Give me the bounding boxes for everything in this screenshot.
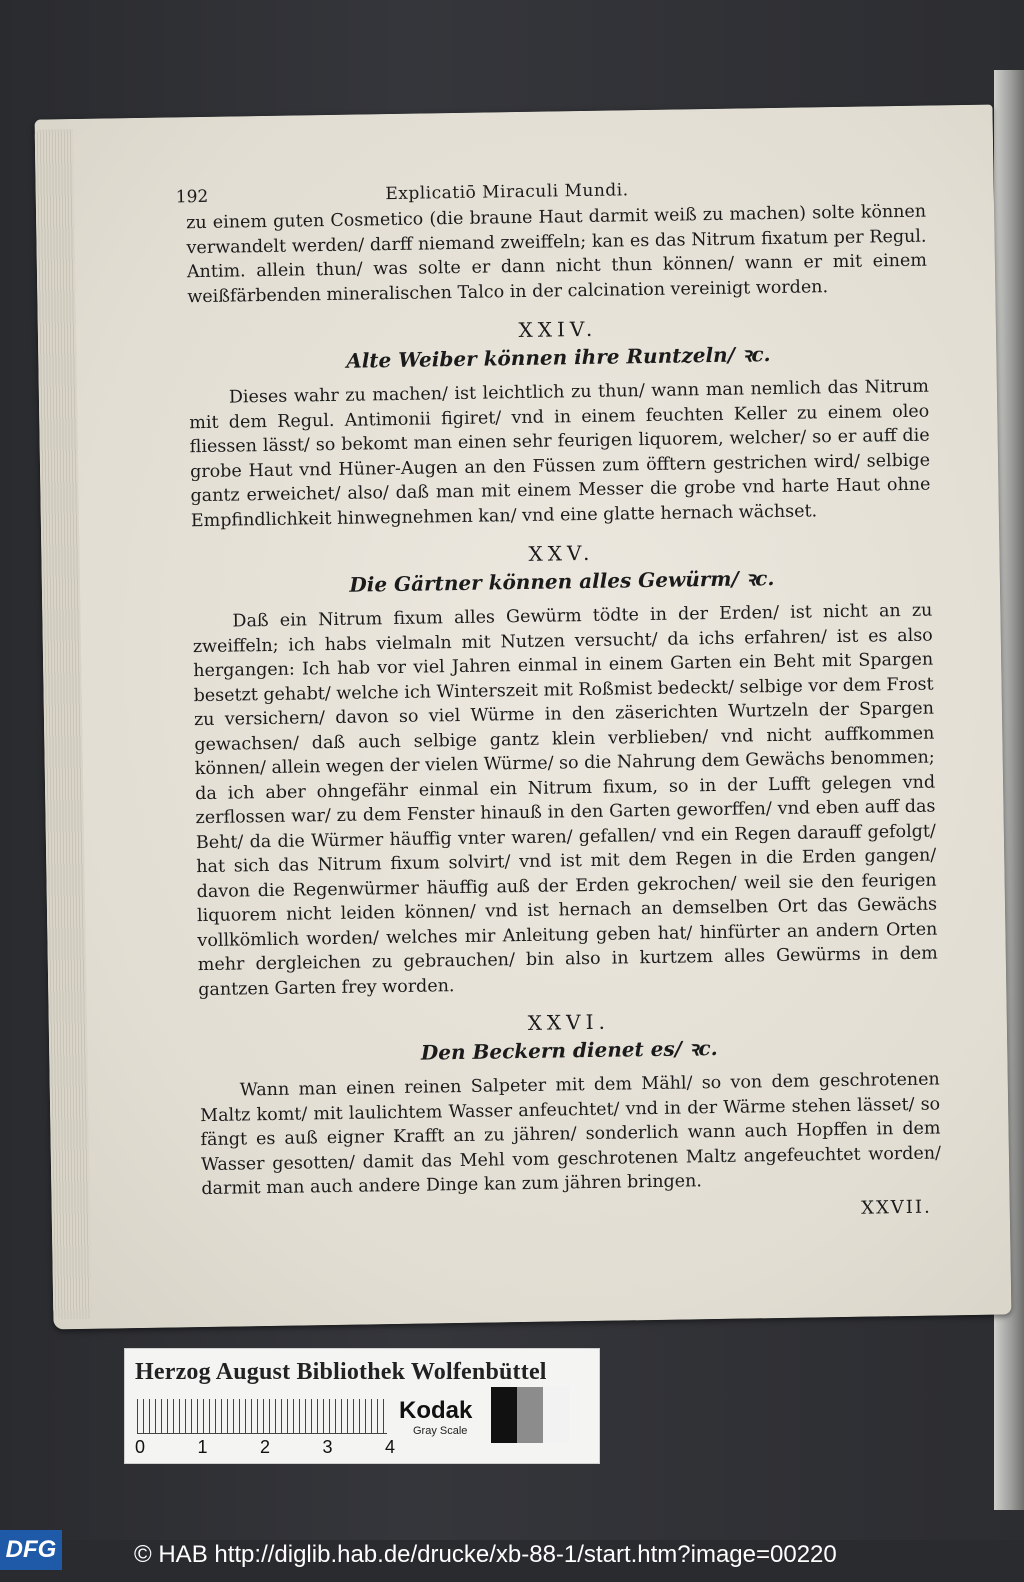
section-paragraph: Daß ein Nitrum fixum alles Gewürm tödte in der Erden/ ist nicht an zu zweiffeln; ich habs vielmaln mit Nutzen versucht/ da ichs erfahren/ ist es also hergangen: Ich hab vor viel Jahren einmal in einem Garten ein Beht mit Spargen besetzt gehabt/ welche ich Winterszeit mit Roßmist bedeckt/ selbige vor dem Frost zu versichern/ davon so viel Würme in den zäserichten Wurtzeln der Spargen gewachsen/ daß auch selbige gantz klein verblieben/ vnd nicht auffkommen können/ allein wegen der vielen Würme/ so die Nahrung dem Gewächs benommen; da ich aber ohngefähr einmal ein Nitrum fixum, so in der Lufft gelegen vnd zerflossen war/ zu dem Fenster hinauß in den Garten geworffen/ vnd eben auff das Beht/ da die Würmer häuffig vnter waren/ gefallen/ vnd ein Regen darauff gefolgt/ hat sich das Nitrum fixum solvirt/ vnd ist mit dem Regen in die Erden gangen/ davon die Regenwürmer häuffig auß der Erden gekrochen/ weil sie den feurigen liquorem nicht leiden können/ vnd ist hernach an demselben Ort das Gewächs vollkömlich worden/ welches mir Anleitung geben hat/ hinfürter an andern Orten mehr dergleichen zu gebrauchen/ bin also in kurtzem alles Gewürms in dem gantzen Garten frey worden.: [192, 600, 938, 1000]
ruler-label: 1: [197, 1437, 208, 1457]
page-text-block: [175, 176, 942, 1229]
section-number: XXV.: [528, 540, 595, 566]
section-number: XXVI.: [527, 1009, 611, 1035]
ruler-label: 3: [322, 1437, 333, 1457]
book-page: [35, 105, 1012, 1330]
ruler-label: 2: [260, 1437, 271, 1457]
color-calibration-bar: [124, 1348, 600, 1464]
section-number: XXIV.: [518, 316, 598, 343]
gray-swatch: [517, 1387, 543, 1443]
ruler-label: 0: [135, 1437, 146, 1457]
section-heading: Alte Weiber können ihre Runtzeln/ ꝛc.: [346, 342, 771, 373]
section-heading: Die Gärtner können alles Gewürm/ ꝛc.: [349, 566, 775, 597]
intro-paragraph: zu einem guten Cosmetico (die braune Haut darmit weiß zu machen) solte können verwandelt werden/ darff niemand zweiffeln; kan es das Nitrum fixatum per Regul. Antim. allein thun/ was solte er dann nicht thun können/ wann er mit einem weißfärbenden mineralischen Talco in der calcination vereinigt worden.: [186, 201, 928, 307]
section-paragraph: Dieses wahr zu machen/ ist leichtlich zu thun/ wann man nemlich das Nitrum mit dem Regul. Antimonii figiret/ vnd in einem feuchten Keller zu einem oleo fliessen lässt/ so bekomt man einen sehr feurigen liquorem, welcher/ so er auff die grobe Haut vnd Hüner-Augen an den Füssen zum öfftern gestrichen wird/ selbige gantz erweichet/ also/ daß man mit einem Messer die grobe vnd harte Haut ohne Empfindlichkeit hinwegnehmen kan/ vnd eine glatte hernach wächset.: [189, 376, 931, 531]
catchword: XXVII.: [861, 1196, 932, 1219]
gray-swatch: [491, 1387, 517, 1443]
section-paragraph: Wann man einen reinen Salpeter mit dem Mähl/ so von dem geschrotenen Maltz komt/ mit laulichtem Wasser anfeuchtet/ vnd in der Wärme stehen lässet/ so fängt es auß eigner Krafft an zu jähren/ sonderlich wann auch Hopffen in dem Wasser gesotten/ damit das Mehl vom geschrotenen Maltz angefeuchtet worden/ darmit man auch andere Dinge kan zum jähren bringen.: [200, 1069, 942, 1200]
gray-scale-label: Gray Scale: [413, 1425, 468, 1437]
ruler-scale: [137, 1399, 387, 1434]
ruler-labels: [135, 1437, 405, 1458]
gray-swatch: [543, 1387, 569, 1443]
copyright-url: © HAB http://diglib.hab.de/drucke/xb-88-1/start.htm?image=00220: [134, 1541, 837, 1568]
dfg-logo: DFG: [0, 1530, 62, 1570]
running-title: Explicatiō Miraculi Mundi.: [385, 180, 629, 205]
section-heading: Den Beckern dienet es/ ꝛc.: [420, 1035, 718, 1065]
library-name: Herzog August Bibliothek Wolfenbüttel: [135, 1359, 547, 1385]
page-number: 192: [175, 186, 209, 208]
kodak-brand: Kodak: [399, 1397, 473, 1424]
ruler-label: 4: [385, 1437, 396, 1457]
